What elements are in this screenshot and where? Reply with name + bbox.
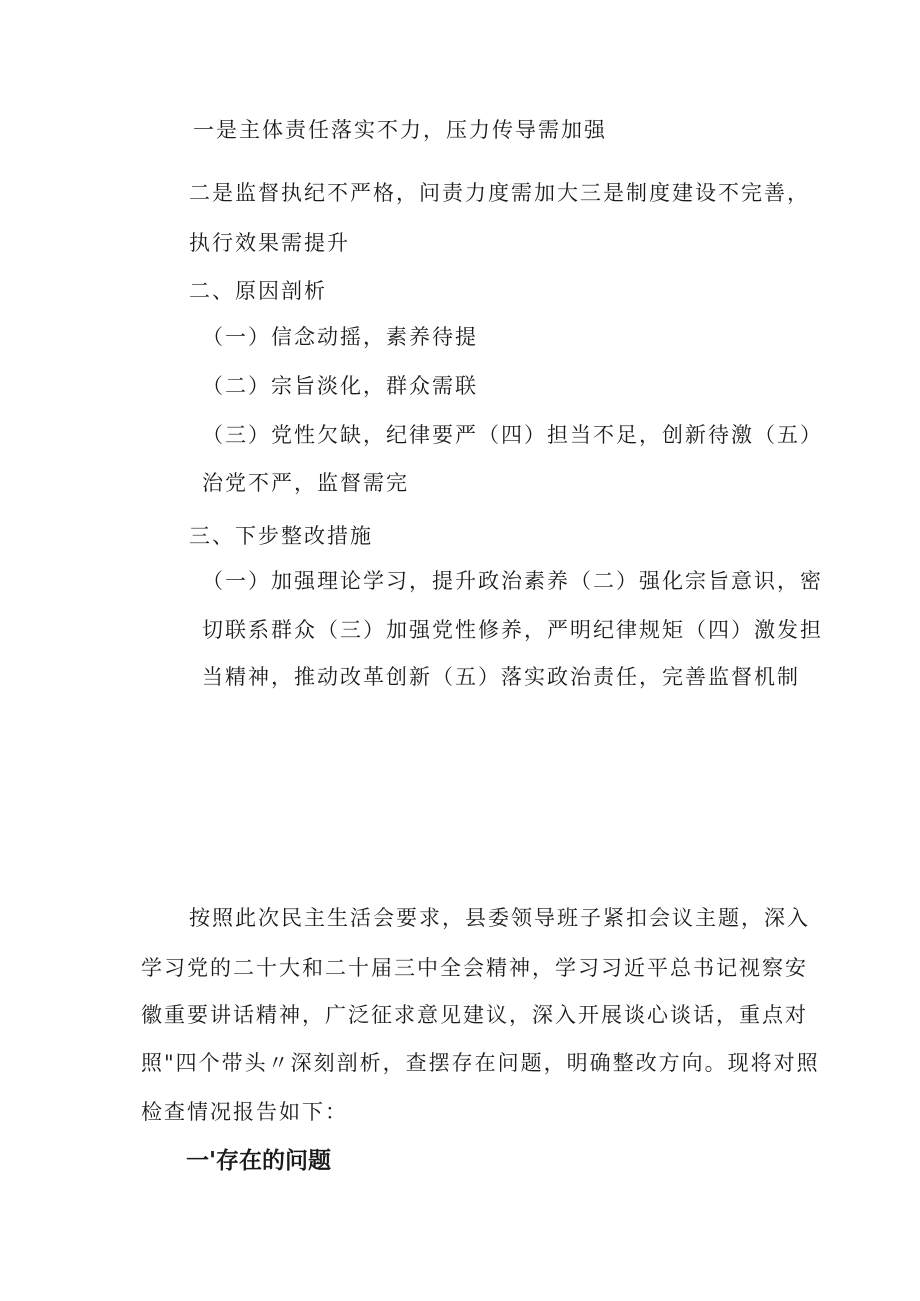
outline-line-1: 一是主体责任落实不力，压力传导需加强 — [193, 118, 607, 142]
cause-item-1: （一）信念动摇，素养待提 — [202, 325, 478, 349]
section-title-cause-analysis: 二、原因剖析 — [189, 279, 327, 303]
outline-line-2: 二是监督执纪不严格，问责力度需加大三是制度建设不完善， — [189, 181, 810, 205]
body-paragraph-line-3: 徽重要讲话精神，广泛征求意见建议，深入开展谈心谈话，重点对 — [141, 1003, 808, 1027]
outline-line-3: 执行效果需提升 — [189, 231, 350, 255]
body-paragraph-line-2: 学习党的二十大和二十届三中全会精神，学习习近平总书记视察安 — [141, 956, 808, 980]
body-paragraph-line-1: 按照此次民主生活会要求，县委领导班子紧扣会议主题，深入 — [189, 906, 810, 930]
body-paragraph-line-5: 检查情况报告如下： — [141, 1100, 348, 1124]
measures-line-3: 当精神，推动改革创新（五）落实政治责任，完善监督机制 — [202, 665, 800, 689]
measures-line-1: （一）加强理论学习，提升政治素养（二）强化宗旨意识，密 — [202, 569, 823, 593]
cause-item-2: （二）宗旨淡化，群众需联 — [202, 374, 478, 398]
body-paragraph-line-4: 照"四个带头〃深刻剖析，查摆存在问题，明确整改方向。现将对照 — [141, 1051, 820, 1075]
section-title-existing-problems: 一'存在的问题 — [186, 1148, 332, 1174]
measures-line-2: 切联系群众（三）加强党性修养，严明纪律规矩（四）激发担 — [202, 618, 823, 642]
cause-item-3-line-1: （三）党性欠缺，纪律要严（四）担当不足，创新待激（五） — [202, 423, 823, 447]
cause-item-3-line-2: 治党不严，监督需完 — [202, 471, 409, 495]
section-title-measures: 三、下步整改措施 — [189, 524, 373, 548]
